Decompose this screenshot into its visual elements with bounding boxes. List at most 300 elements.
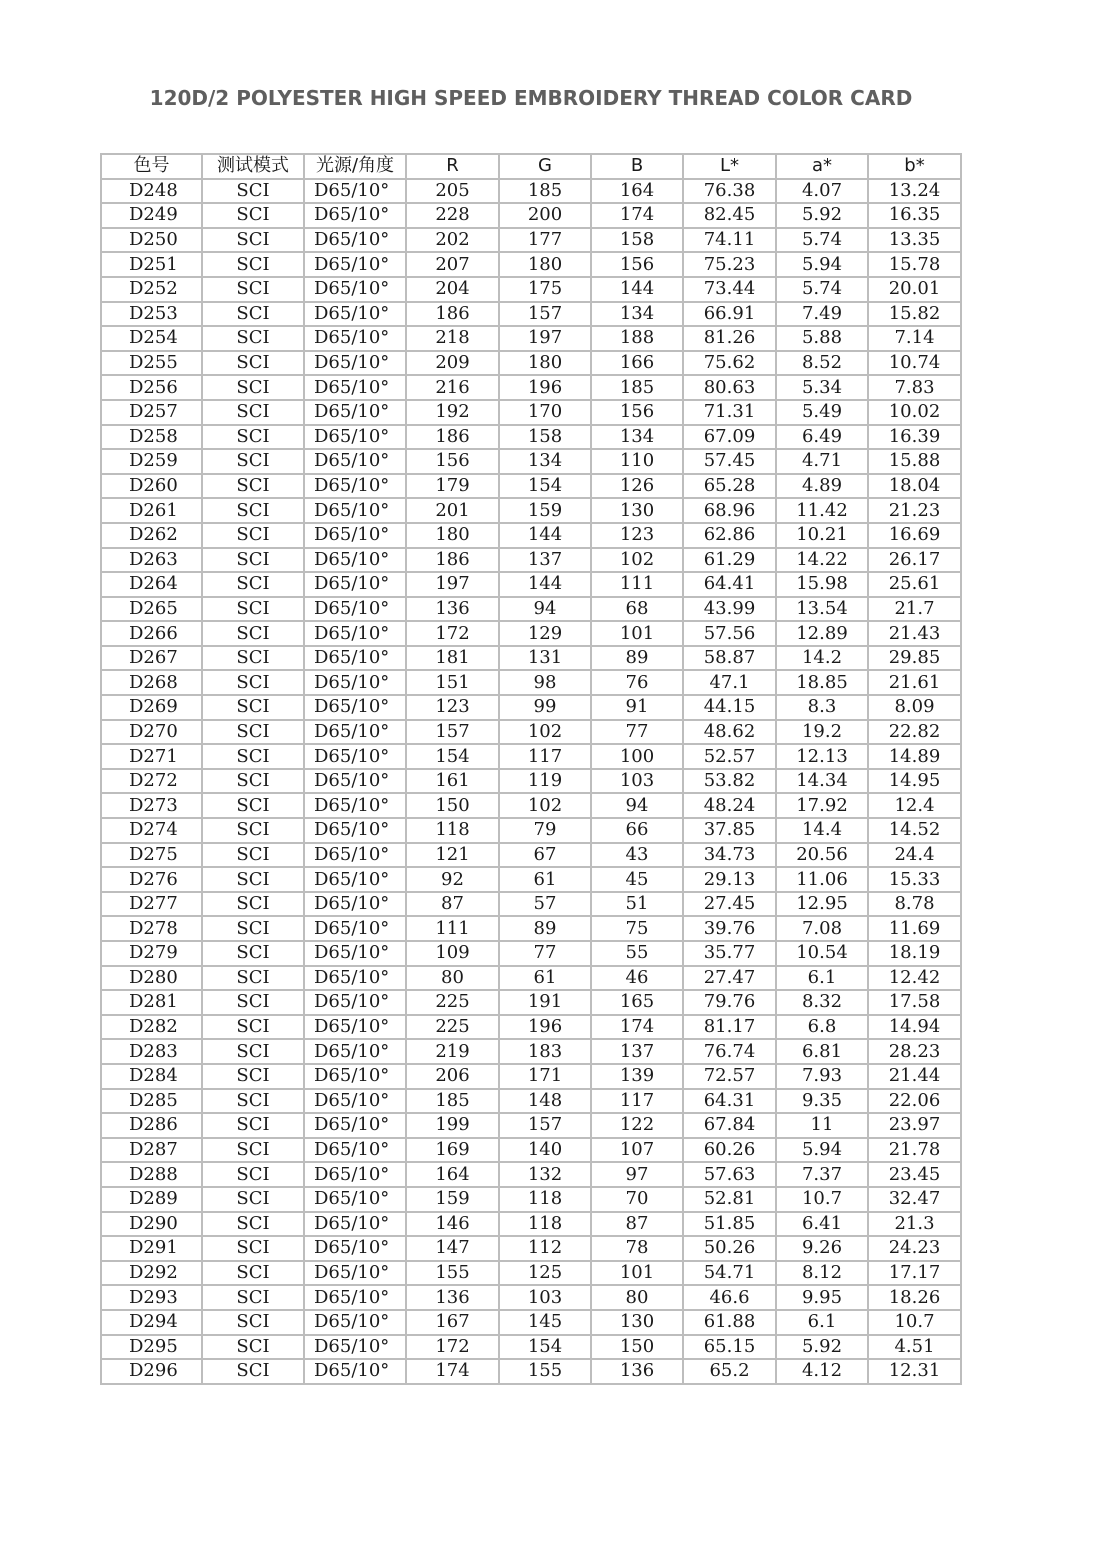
l-star-value-cell: 64.41: [683, 572, 776, 597]
table-row: [101, 941, 961, 966]
b-value-cell: 107: [591, 1138, 683, 1163]
l-star-value-cell: 68.96: [683, 498, 776, 523]
b-star-value-cell: 21.7: [868, 597, 961, 622]
g-value-cell: 125: [499, 1261, 591, 1286]
l-star-value-cell: 64.31: [683, 1089, 776, 1114]
b-star-value-cell: 23.97: [868, 1113, 961, 1138]
table-row: [101, 744, 961, 769]
a-star-value-cell: 6.41: [776, 1212, 868, 1237]
b-star-value-cell: 17.58: [868, 990, 961, 1015]
r-value-cell: 169: [406, 1138, 499, 1163]
a-star-value-cell: 11.06: [776, 867, 868, 892]
color-code-cell: D263: [101, 548, 202, 573]
r-value-cell: 225: [406, 990, 499, 1015]
color-code-cell: D287: [101, 1138, 202, 1163]
r-value-cell: 205: [406, 179, 499, 204]
table-row: [101, 1162, 961, 1187]
l-star-value-cell: 74.11: [683, 228, 776, 253]
table-row: [101, 498, 961, 523]
illuminant-angle-cell: D65/10°: [304, 548, 406, 573]
test-mode-cell: SCI: [202, 867, 304, 892]
g-value-cell: 154: [499, 474, 591, 499]
b-value-cell: 77: [591, 720, 683, 745]
r-value-cell: 207: [406, 252, 499, 277]
r-value-cell: 186: [406, 548, 499, 573]
color-code-cell: D286: [101, 1113, 202, 1138]
b-value-cell: 102: [591, 548, 683, 573]
a-star-value-cell: 5.49: [776, 400, 868, 425]
b-value-cell: 185: [591, 375, 683, 400]
b-value-cell: 75: [591, 916, 683, 941]
b-star-value-cell: 16.39: [868, 425, 961, 450]
table-row: [101, 449, 961, 474]
l-star-value-cell: 73.44: [683, 277, 776, 302]
r-value-cell: 179: [406, 474, 499, 499]
b-star-value-cell: 21.61: [868, 670, 961, 695]
b-star-value-cell: 28.23: [868, 1039, 961, 1064]
test-mode-cell: SCI: [202, 1138, 304, 1163]
a-star-value-cell: 10.21: [776, 523, 868, 548]
illuminant-angle-cell: D65/10°: [304, 966, 406, 991]
g-value-cell: 159: [499, 498, 591, 523]
l-star-value-cell: 67.84: [683, 1113, 776, 1138]
test-mode-cell: SCI: [202, 548, 304, 573]
color-code-cell: D276: [101, 867, 202, 892]
test-mode-cell: SCI: [202, 351, 304, 376]
a-star-value-cell: 19.2: [776, 720, 868, 745]
g-value-cell: 170: [499, 400, 591, 425]
l-star-value-cell: 82.45: [683, 203, 776, 228]
illuminant-angle-cell: D65/10°: [304, 449, 406, 474]
a-star-value-cell: 5.74: [776, 228, 868, 253]
b-star-value-cell: 20.01: [868, 277, 961, 302]
test-mode-cell: SCI: [202, 916, 304, 941]
a-star-value-cell: 9.95: [776, 1285, 868, 1310]
b-star-value-cell: 16.69: [868, 523, 961, 548]
b-value-cell: 164: [591, 179, 683, 204]
g-value-cell: 99: [499, 695, 591, 720]
illuminant-angle-cell: D65/10°: [304, 351, 406, 376]
b-star-value-cell: 14.89: [868, 744, 961, 769]
illuminant-angle-cell: D65/10°: [304, 670, 406, 695]
a-star-value-cell: 10.54: [776, 941, 868, 966]
b-star-value-cell: 16.35: [868, 203, 961, 228]
b-value-cell: 101: [591, 621, 683, 646]
g-value-cell: 175: [499, 277, 591, 302]
a-star-value-cell: 13.54: [776, 597, 868, 622]
illuminant-angle-cell: D65/10°: [304, 523, 406, 548]
illuminant-angle-cell: D65/10°: [304, 179, 406, 204]
r-value-cell: 150: [406, 793, 499, 818]
b-star-value-cell: 22.06: [868, 1089, 961, 1114]
illuminant-angle-cell: D65/10°: [304, 1236, 406, 1261]
color-code-cell: D249: [101, 203, 202, 228]
table-row: [101, 203, 961, 228]
color-code-cell: D285: [101, 1089, 202, 1114]
illuminant-angle-cell: D65/10°: [304, 375, 406, 400]
a-star-value-cell: 5.74: [776, 277, 868, 302]
b-value-cell: 103: [591, 769, 683, 794]
r-value-cell: 167: [406, 1310, 499, 1335]
r-value-cell: 172: [406, 621, 499, 646]
r-value-cell: 206: [406, 1064, 499, 1089]
g-value-cell: 148: [499, 1089, 591, 1114]
b-value-cell: 122: [591, 1113, 683, 1138]
b-star-value-cell: 13.35: [868, 228, 961, 253]
test-mode-cell: SCI: [202, 941, 304, 966]
table-row: [101, 1064, 961, 1089]
color-code-cell: D255: [101, 351, 202, 376]
r-value-cell: 192: [406, 400, 499, 425]
illuminant-angle-cell: D65/10°: [304, 1187, 406, 1212]
color-code-cell: D291: [101, 1236, 202, 1261]
b-value-cell: 130: [591, 1310, 683, 1335]
g-value-cell: 132: [499, 1162, 591, 1187]
table-row: [101, 720, 961, 745]
g-value-cell: 140: [499, 1138, 591, 1163]
table-row: [101, 966, 961, 991]
color-code-cell: D268: [101, 670, 202, 695]
table-row: [101, 990, 961, 1015]
test-mode-cell: SCI: [202, 1310, 304, 1335]
a-star-value-cell: 4.12: [776, 1359, 868, 1384]
l-star-value-cell: 61.88: [683, 1310, 776, 1335]
b-star-value-cell: 26.17: [868, 548, 961, 573]
illuminant-angle-cell: D65/10°: [304, 1089, 406, 1114]
b-star-value-cell: 15.82: [868, 302, 961, 327]
color-code-cell: D262: [101, 523, 202, 548]
b-value-cell: 66: [591, 818, 683, 843]
table-row: [101, 351, 961, 376]
l-star-value-cell: 57.56: [683, 621, 776, 646]
color-code-cell: D281: [101, 990, 202, 1015]
header-g: G: [499, 154, 591, 179]
b-value-cell: 68: [591, 597, 683, 622]
color-card-table: [100, 153, 962, 1385]
illuminant-angle-cell: D65/10°: [304, 769, 406, 794]
b-value-cell: 144: [591, 277, 683, 302]
r-value-cell: 197: [406, 572, 499, 597]
b-value-cell: 126: [591, 474, 683, 499]
r-value-cell: 209: [406, 351, 499, 376]
g-value-cell: 57: [499, 892, 591, 917]
table-row: [101, 523, 961, 548]
color-code-cell: D290: [101, 1212, 202, 1237]
illuminant-angle-cell: D65/10°: [304, 1113, 406, 1138]
b-value-cell: 51: [591, 892, 683, 917]
b-star-value-cell: 12.31: [868, 1359, 961, 1384]
l-star-value-cell: 57.45: [683, 449, 776, 474]
color-code-cell: D284: [101, 1064, 202, 1089]
a-star-value-cell: 6.81: [776, 1039, 868, 1064]
illuminant-angle-cell: D65/10°: [304, 252, 406, 277]
illuminant-angle-cell: D65/10°: [304, 425, 406, 450]
header-a-star: a*: [776, 154, 868, 179]
r-value-cell: 80: [406, 966, 499, 991]
table-row: [101, 474, 961, 499]
b-value-cell: 150: [591, 1335, 683, 1360]
table-row: [101, 843, 961, 868]
b-value-cell: 156: [591, 252, 683, 277]
g-value-cell: 144: [499, 523, 591, 548]
b-star-value-cell: 21.43: [868, 621, 961, 646]
l-star-value-cell: 81.26: [683, 326, 776, 351]
illuminant-angle-cell: D65/10°: [304, 474, 406, 499]
l-star-value-cell: 76.38: [683, 179, 776, 204]
l-star-value-cell: 29.13: [683, 867, 776, 892]
table-row: [101, 1113, 961, 1138]
l-star-value-cell: 81.17: [683, 1015, 776, 1040]
b-star-value-cell: 12.4: [868, 793, 961, 818]
test-mode-cell: SCI: [202, 1089, 304, 1114]
header-l-star: L*: [683, 154, 776, 179]
test-mode-cell: SCI: [202, 621, 304, 646]
illuminant-angle-cell: D65/10°: [304, 867, 406, 892]
table-row: [101, 892, 961, 917]
a-star-value-cell: 7.49: [776, 302, 868, 327]
a-star-value-cell: 4.71: [776, 449, 868, 474]
table-row: [101, 916, 961, 941]
g-value-cell: 145: [499, 1310, 591, 1335]
l-star-value-cell: 54.71: [683, 1261, 776, 1286]
b-star-value-cell: 24.4: [868, 843, 961, 868]
illuminant-angle-cell: D65/10°: [304, 1039, 406, 1064]
b-star-value-cell: 29.85: [868, 646, 961, 671]
r-value-cell: 216: [406, 375, 499, 400]
color-code-cell: D292: [101, 1261, 202, 1286]
test-mode-cell: SCI: [202, 1162, 304, 1187]
table-row: [101, 179, 961, 204]
b-star-value-cell: 23.45: [868, 1162, 961, 1187]
a-star-value-cell: 14.34: [776, 769, 868, 794]
header-color-code: 色号: [101, 154, 202, 179]
test-mode-cell: SCI: [202, 990, 304, 1015]
table-row: [101, 1310, 961, 1335]
illuminant-angle-cell: D65/10°: [304, 1138, 406, 1163]
color-code-cell: D261: [101, 498, 202, 523]
g-value-cell: 171: [499, 1064, 591, 1089]
b-value-cell: 174: [591, 203, 683, 228]
r-value-cell: 118: [406, 818, 499, 843]
illuminant-angle-cell: D65/10°: [304, 597, 406, 622]
table-row: [101, 1039, 961, 1064]
b-value-cell: 134: [591, 302, 683, 327]
a-star-value-cell: 9.35: [776, 1089, 868, 1114]
illuminant-angle-cell: D65/10°: [304, 1212, 406, 1237]
b-star-value-cell: 17.17: [868, 1261, 961, 1286]
b-value-cell: 156: [591, 400, 683, 425]
table-row: [101, 1212, 961, 1237]
b-star-value-cell: 21.78: [868, 1138, 961, 1163]
l-star-value-cell: 35.77: [683, 941, 776, 966]
r-value-cell: 121: [406, 843, 499, 868]
header-row: [101, 154, 961, 179]
b-star-value-cell: 12.42: [868, 966, 961, 991]
b-star-value-cell: 8.09: [868, 695, 961, 720]
color-code-cell: D295: [101, 1335, 202, 1360]
g-value-cell: 157: [499, 302, 591, 327]
table-row: [101, 793, 961, 818]
r-value-cell: 155: [406, 1261, 499, 1286]
r-value-cell: 202: [406, 228, 499, 253]
g-value-cell: 137: [499, 548, 591, 573]
color-code-cell: D272: [101, 769, 202, 794]
illuminant-angle-cell: D65/10°: [304, 720, 406, 745]
b-star-value-cell: 11.69: [868, 916, 961, 941]
illuminant-angle-cell: D65/10°: [304, 1310, 406, 1335]
test-mode-cell: SCI: [202, 572, 304, 597]
table-row: [101, 1236, 961, 1261]
r-value-cell: 161: [406, 769, 499, 794]
b-value-cell: 70: [591, 1187, 683, 1212]
g-value-cell: 180: [499, 351, 591, 376]
color-code-cell: D260: [101, 474, 202, 499]
color-code-cell: D278: [101, 916, 202, 941]
r-value-cell: 172: [406, 1335, 499, 1360]
test-mode-cell: SCI: [202, 375, 304, 400]
test-mode-cell: SCI: [202, 474, 304, 499]
b-star-value-cell: 10.02: [868, 400, 961, 425]
b-value-cell: 134: [591, 425, 683, 450]
b-value-cell: 94: [591, 793, 683, 818]
illuminant-angle-cell: D65/10°: [304, 843, 406, 868]
table-row: [101, 1285, 961, 1310]
test-mode-cell: SCI: [202, 425, 304, 450]
test-mode-cell: SCI: [202, 449, 304, 474]
b-value-cell: 139: [591, 1064, 683, 1089]
header-b: B: [591, 154, 683, 179]
b-star-value-cell: 15.88: [868, 449, 961, 474]
g-value-cell: 191: [499, 990, 591, 1015]
g-value-cell: 103: [499, 1285, 591, 1310]
table-row: [101, 1015, 961, 1040]
a-star-value-cell: 14.4: [776, 818, 868, 843]
a-star-value-cell: 9.26: [776, 1236, 868, 1261]
b-star-value-cell: 21.3: [868, 1212, 961, 1237]
a-star-value-cell: 15.98: [776, 572, 868, 597]
g-value-cell: 77: [499, 941, 591, 966]
color-code-cell: D248: [101, 179, 202, 204]
color-code-cell: D275: [101, 843, 202, 868]
illuminant-angle-cell: D65/10°: [304, 326, 406, 351]
l-star-value-cell: 62.86: [683, 523, 776, 548]
r-value-cell: 219: [406, 1039, 499, 1064]
l-star-value-cell: 53.82: [683, 769, 776, 794]
a-star-value-cell: 7.37: [776, 1162, 868, 1187]
a-star-value-cell: 12.89: [776, 621, 868, 646]
color-code-cell: D279: [101, 941, 202, 966]
r-value-cell: 156: [406, 449, 499, 474]
b-star-value-cell: 21.23: [868, 498, 961, 523]
illuminant-angle-cell: D65/10°: [304, 1261, 406, 1286]
b-star-value-cell: 14.94: [868, 1015, 961, 1040]
a-star-value-cell: 12.13: [776, 744, 868, 769]
l-star-value-cell: 60.26: [683, 1138, 776, 1163]
test-mode-cell: SCI: [202, 1015, 304, 1040]
g-value-cell: 197: [499, 326, 591, 351]
color-code-cell: D293: [101, 1285, 202, 1310]
b-value-cell: 101: [591, 1261, 683, 1286]
test-mode-cell: SCI: [202, 1335, 304, 1360]
b-value-cell: 78: [591, 1236, 683, 1261]
l-star-value-cell: 80.63: [683, 375, 776, 400]
color-code-cell: D257: [101, 400, 202, 425]
l-star-value-cell: 39.76: [683, 916, 776, 941]
l-star-value-cell: 61.29: [683, 548, 776, 573]
a-star-value-cell: 17.92: [776, 793, 868, 818]
r-value-cell: 201: [406, 498, 499, 523]
a-star-value-cell: 12.95: [776, 892, 868, 917]
b-star-value-cell: 18.19: [868, 941, 961, 966]
b-value-cell: 137: [591, 1039, 683, 1064]
a-star-value-cell: 5.34: [776, 375, 868, 400]
b-star-value-cell: 32.47: [868, 1187, 961, 1212]
illuminant-angle-cell: D65/10°: [304, 1015, 406, 1040]
r-value-cell: 159: [406, 1187, 499, 1212]
a-star-value-cell: 4.07: [776, 179, 868, 204]
illuminant-angle-cell: D65/10°: [304, 277, 406, 302]
g-value-cell: 200: [499, 203, 591, 228]
b-value-cell: 188: [591, 326, 683, 351]
a-star-value-cell: 7.08: [776, 916, 868, 941]
b-value-cell: 89: [591, 646, 683, 671]
r-value-cell: 136: [406, 1285, 499, 1310]
illuminant-angle-cell: D65/10°: [304, 228, 406, 253]
test-mode-cell: SCI: [202, 1236, 304, 1261]
a-star-value-cell: 14.22: [776, 548, 868, 573]
table-row: [101, 818, 961, 843]
b-value-cell: 117: [591, 1089, 683, 1114]
illuminant-angle-cell: D65/10°: [304, 892, 406, 917]
b-value-cell: 158: [591, 228, 683, 253]
table-row: [101, 548, 961, 573]
b-value-cell: 80: [591, 1285, 683, 1310]
test-mode-cell: SCI: [202, 1064, 304, 1089]
illuminant-angle-cell: D65/10°: [304, 572, 406, 597]
a-star-value-cell: 5.94: [776, 1138, 868, 1163]
r-value-cell: 146: [406, 1212, 499, 1237]
color-code-cell: D258: [101, 425, 202, 450]
color-code-cell: D269: [101, 695, 202, 720]
color-code-cell: D266: [101, 621, 202, 646]
a-star-value-cell: 6.49: [776, 425, 868, 450]
l-star-value-cell: 50.26: [683, 1236, 776, 1261]
g-value-cell: 129: [499, 621, 591, 646]
g-value-cell: 79: [499, 818, 591, 843]
l-star-value-cell: 27.45: [683, 892, 776, 917]
b-star-value-cell: 8.78: [868, 892, 961, 917]
illuminant-angle-cell: D65/10°: [304, 818, 406, 843]
color-code-cell: D294: [101, 1310, 202, 1335]
test-mode-cell: SCI: [202, 228, 304, 253]
g-value-cell: 177: [499, 228, 591, 253]
b-value-cell: 43: [591, 843, 683, 868]
table-row: [101, 695, 961, 720]
a-star-value-cell: 8.52: [776, 351, 868, 376]
table-row: [101, 1138, 961, 1163]
a-star-value-cell: 18.85: [776, 670, 868, 695]
g-value-cell: 180: [499, 252, 591, 277]
illuminant-angle-cell: D65/10°: [304, 916, 406, 941]
a-star-value-cell: 11: [776, 1113, 868, 1138]
r-value-cell: 136: [406, 597, 499, 622]
color-code-cell: D252: [101, 277, 202, 302]
test-mode-cell: SCI: [202, 1285, 304, 1310]
table-row: [101, 302, 961, 327]
a-star-value-cell: 10.7: [776, 1187, 868, 1212]
a-star-value-cell: 7.93: [776, 1064, 868, 1089]
test-mode-cell: SCI: [202, 400, 304, 425]
